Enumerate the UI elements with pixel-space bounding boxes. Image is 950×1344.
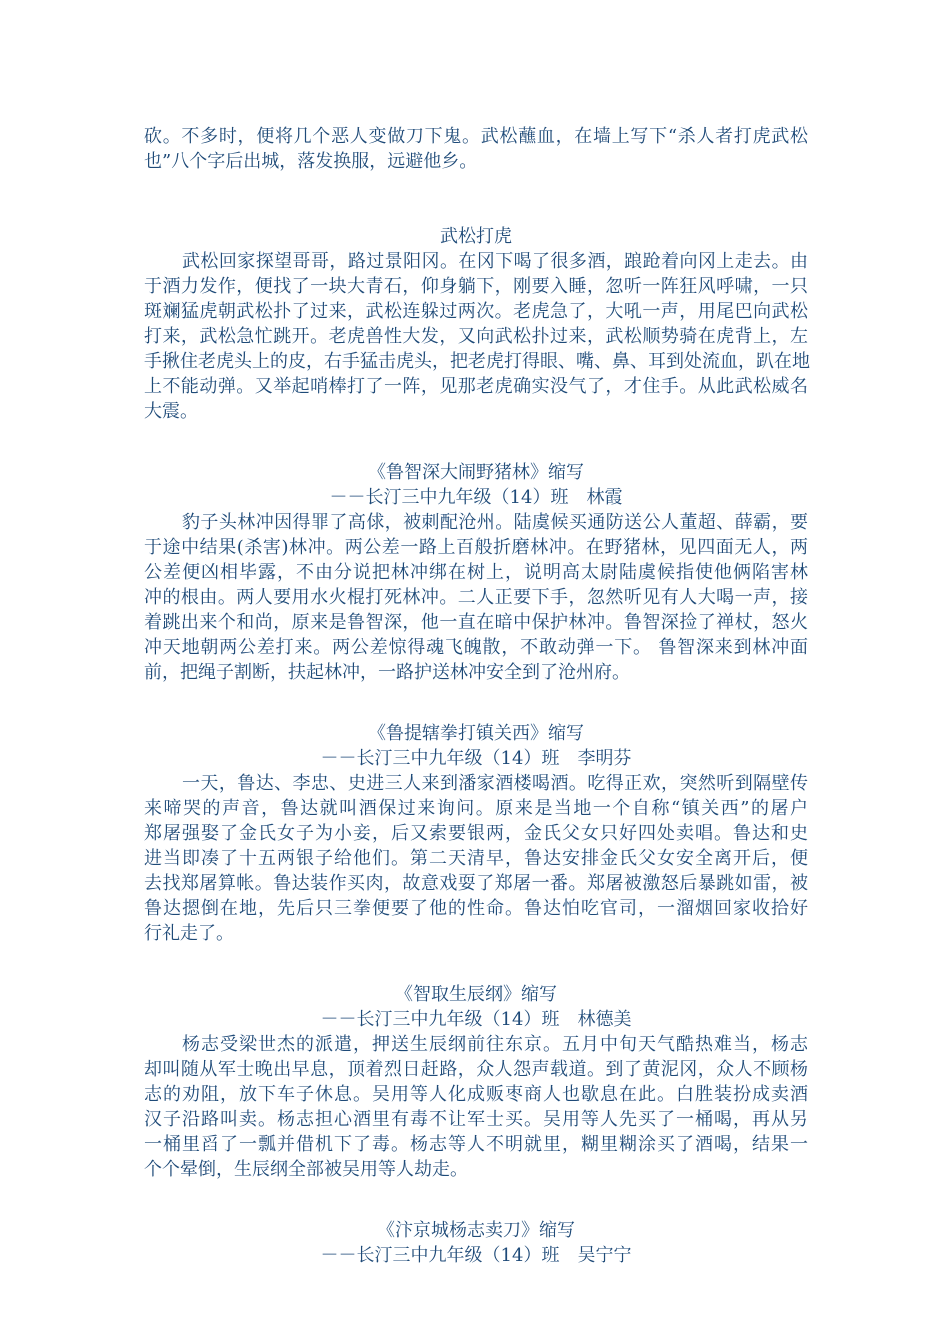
- text-line: 豹子头林冲因得罪了高俅，被刺配沧州。陆虞候买通防送公人董超、薛霸，要: [182, 512, 808, 533]
- section-byline: －－长汀三中九年级（14）班 李明芬: [320, 748, 632, 769]
- text-line: 个个晕倒，生辰纲全部被吴用等人劫走。: [144, 1159, 468, 1180]
- text-line: 砍。不多时，便将几个恶人变做刀下鬼。武松蘸血，在墙上写下“杀人者打虎武松: [144, 126, 808, 147]
- text-line: 行礼走了。: [144, 923, 234, 944]
- section-title: 《智取生辰纲》缩写: [395, 984, 557, 1005]
- text-line: 郑屠强娶了金氏女子为小妾，后又索要银两，金氏父女只好四处卖唱。鲁达和史: [144, 823, 808, 844]
- paragraph-continuation: [144, 124, 808, 174]
- text-line: 上不能动弹。又举起哨棒打了一阵，见那老虎确实没气了，才住手。从此武松威名: [144, 376, 808, 397]
- text-line: 大震。: [144, 401, 198, 422]
- text-line: 前，把绳子割断，扶起林冲，一路护送林冲安全到了沧州府。: [144, 662, 630, 683]
- text-line: 却叫随从军士晚出早息，顶着烈日赶路，众人怨声载道。到了黄泥冈，众人不顾杨: [144, 1059, 808, 1080]
- text-line: 冲的根由。两人要用水火棍打死林冲。二人正要下手，忽然听见有人大喝一声，接: [144, 587, 808, 608]
- story-section: [144, 982, 808, 1182]
- section-byline: －－长汀三中九年级（14）班 林霞: [329, 487, 623, 508]
- story-section: [144, 460, 808, 685]
- text-line: 公差便凶相毕露，不由分说把林冲绑在树上，说明高太尉陆虞候指使他俩陷害林: [144, 562, 808, 583]
- text-line: 鲁达摁倒在地，先后只三拳便要了他的性命。鲁达怕吃官司，一溜烟回家收拾好: [144, 898, 808, 919]
- story-section: [144, 224, 808, 424]
- section-title: 《鲁提辖拳打镇关西》缩写: [368, 723, 584, 744]
- text-line: 进当即凑了十五两银子给他们。第二天清早，鲁达安排金氏父女安全离开后，便: [144, 848, 808, 869]
- section-byline: －－长汀三中九年级（14）班 吴宁宁: [320, 1245, 632, 1266]
- section-byline: －－长汀三中九年级（14）班 林德美: [320, 1009, 632, 1030]
- text-line: 武松回家探望哥哥，路过景阳冈。在冈下喝了很多酒，踉跄着向冈上走去。由: [182, 251, 808, 272]
- text-line: 汉子沿路叫卖。杨志担心酒里有毒不让军士买。吴用等人先买了一桶喝，再从另: [144, 1109, 808, 1130]
- text-line: 着跳出来个和尚，原来是鲁智深，他一直在暗中保护林冲。鲁智深捡了禅杖，怒火: [144, 612, 808, 633]
- text-line: 于途中结果(杀害)林冲。两公差一路上百般折磨林冲。在野猪林，见四面无人，两: [144, 537, 808, 558]
- text-line: 于酒力发作，便找了一块大青石，仰身躺下，刚要入睡，忽听一阵狂风呼啸，一只: [144, 276, 808, 297]
- section-title: 《鲁智深大闹野猪林》缩写: [368, 462, 584, 483]
- text-line: 打来，武松急忙跳开。老虎兽性大发，又向武松扑过来，武松顺势骑在虎背上，左: [144, 326, 808, 347]
- text-line: 去找郑屠算帐。鲁达装作买肉，故意戏耍了郑屠一番。郑屠被激怒后暴跳如雷，被: [144, 873, 808, 894]
- section-title: 《汴京城杨志卖刀》缩写: [377, 1220, 575, 1241]
- text-line: 手揪住老虎头上的皮，右手猛击虎头，把老虎打得眼、嘴、鼻、耳到处流血，趴在地: [144, 351, 810, 372]
- text-line: 也”八个字后出城，落发换服，远避他乡。: [144, 151, 478, 172]
- text-line: 杨志受梁世杰的派遣，押送生辰纲前往东京。五月中旬天气酷热难当，杨志: [182, 1034, 808, 1055]
- text-line: 冲天地朝两公差打来。两公差惊得魂飞魄散，不敢动弹一下。 鲁智深来到林冲面: [144, 637, 808, 658]
- text-line: 斑斓猛虎朝武松扑了过来，武松连躲过两次。老虎急了，大吼一声，用尾巴向武松: [144, 301, 808, 322]
- section-title: 武松打虎: [440, 226, 512, 247]
- text-line: 一天，鲁达、李忠、史进三人来到潘家酒楼喝酒。吃得正欢，突然听到隔壁传: [182, 773, 808, 794]
- text-line: 来啼哭的声音，鲁达就叫酒保过来询问。原来是当地一个自称“镇关西”的屠户: [144, 798, 808, 819]
- text-line: 一桶里舀了一瓢并借机下了毒。杨志等人不明就里，糊里糊涂买了酒喝，结果一: [144, 1134, 808, 1155]
- text-line: 志的劝阻，放下车子休息。吴用等人化成贩枣商人也歇息在此。白胜装扮成卖酒: [144, 1084, 808, 1105]
- story-section: [144, 1218, 808, 1268]
- text-column: [144, 124, 808, 1268]
- story-section: [144, 721, 808, 946]
